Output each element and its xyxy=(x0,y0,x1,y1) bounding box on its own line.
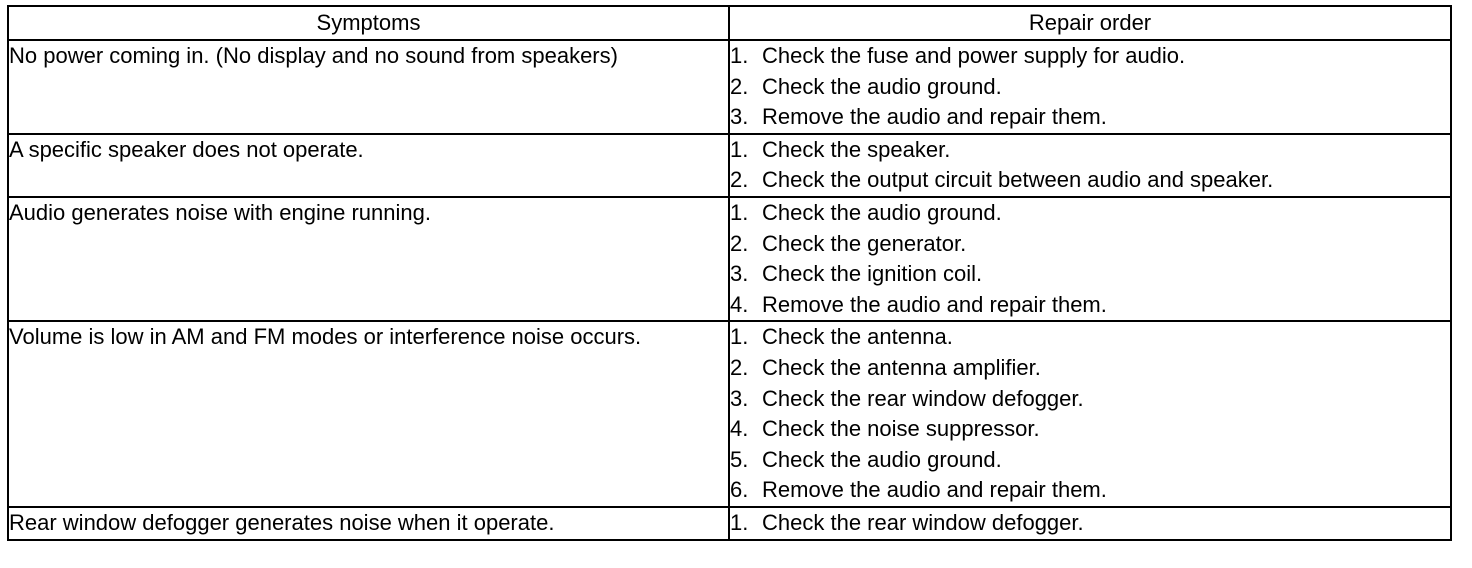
repair-order-cell xyxy=(729,507,1451,540)
repair-step: 2. Check the generator. xyxy=(730,230,967,256)
table-row xyxy=(8,134,1451,197)
repair-order-cell xyxy=(729,321,1451,507)
repair-step: 4. Check the noise suppressor. xyxy=(730,416,1040,442)
repair-step: 1. Check the fuse and power supply for audio. xyxy=(730,43,1186,68)
troubleshooting-table xyxy=(7,5,1452,541)
table-row xyxy=(8,321,1451,507)
repair-step: 4. Remove the audio and repair them. xyxy=(730,291,1107,317)
header-symptoms: Symptoms xyxy=(8,6,729,40)
repair-step: 1. Check the antenna. xyxy=(730,324,953,350)
table-row xyxy=(8,507,1451,540)
repair-step: 3. Remove the audio and repair them. xyxy=(730,104,1107,130)
repair-steps-list xyxy=(730,322,1450,506)
table-row xyxy=(8,197,1451,321)
repair-step: 1. Check the rear window defogger. xyxy=(730,509,1084,535)
repair-order-cell xyxy=(729,197,1451,321)
repair-steps-list xyxy=(730,508,1450,539)
symptom-cell: A specific speaker does not operate. xyxy=(8,134,729,197)
symptom-cell: No power coming in. (No display and no sound from speakers) xyxy=(8,40,729,134)
repair-step: 5. Check the audio ground. xyxy=(730,446,1002,472)
repair-step: 1. Check the audio ground. xyxy=(730,199,1002,225)
symptom-cell: Rear window defogger generates noise when it operate. xyxy=(8,507,729,540)
repair-steps-list xyxy=(730,198,1450,320)
repair-steps-list xyxy=(730,135,1450,196)
repair-step: 3. Check the rear window defogger. xyxy=(730,385,1084,411)
header-repair-order: Repair order xyxy=(729,6,1451,40)
table-row xyxy=(8,40,1451,134)
symptom-cell: Audio generates noise with engine running. xyxy=(8,197,729,321)
repair-step: 1. Check the speaker. xyxy=(730,136,951,162)
repair-steps-list xyxy=(730,41,1450,133)
header-row xyxy=(8,6,1451,40)
repair-step: 3. Check the ignition coil. xyxy=(730,261,983,287)
repair-step: 6. Remove the audio and repair them. xyxy=(730,477,1107,503)
repair-step: 2. Check the antenna amplifier. xyxy=(730,354,1041,380)
repair-step: 2. Check the output circuit between audio and speaker. xyxy=(730,167,1274,193)
symptom-cell: Volume is low in AM and FM modes or interference noise occurs. xyxy=(8,321,729,507)
repair-order-cell xyxy=(729,40,1451,134)
repair-step: 2. Check the audio ground. xyxy=(730,73,1002,99)
repair-order-cell xyxy=(729,134,1451,197)
